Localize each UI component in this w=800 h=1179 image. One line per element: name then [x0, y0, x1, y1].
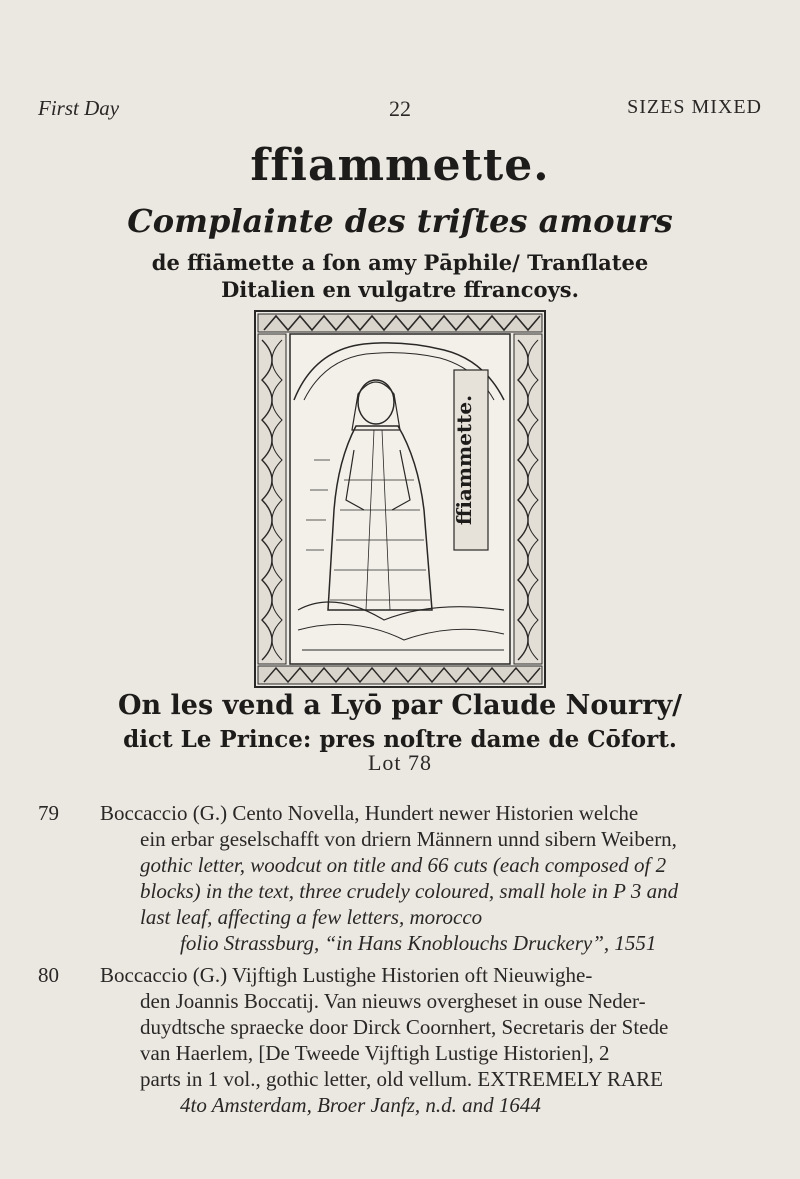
entry-line: den Joannis Boccatij. Van nieuws overgheset in ouse Neder- — [140, 989, 646, 1013]
entry-line: Boccaccio (G.) Cento Novella, Hundert newer Historien welche — [100, 801, 639, 825]
woodcut-caption: ffiammette. — [452, 394, 476, 526]
entry-number: 80 — [38, 963, 59, 987]
title-page-line-3: de ffiāmette a ſon amy Pāphile/ Tranſlatee — [151, 250, 649, 275]
title-page-imprint-2: dict Le Prince: pres noſtre dame de Cōfort. — [123, 726, 677, 753]
catalogue-entry — [38, 962, 778, 1118]
header-day: First Day — [38, 96, 120, 120]
title-page-line-4: Ditalien en vulgatre ffrancoys. — [221, 277, 579, 302]
catalogue-entry — [38, 800, 778, 956]
lot-caption: Lot 78 — [367, 750, 433, 775]
entry-line: folio Strassburg, “in Hans Knoblouchs Druckery”, 1551 — [180, 931, 657, 955]
title-page-line-2: Complainte des triſtes amours — [127, 202, 673, 240]
entry-line: 4to Amsterdam, Broer Janfz, n.d. and 1644 — [180, 1093, 541, 1117]
entry-line: parts in 1 vol., gothic letter, old vellum. EXTREMELY RARE — [140, 1067, 663, 1091]
entry-line: blocks) in the text, three crudely coloured, small hole in P 3 and — [140, 879, 679, 903]
woodcut-illustration — [254, 310, 546, 688]
title-page-imprint-1: On les vend a Lyō par Claude Nourry/ — [117, 690, 683, 721]
entry-line: van Haerlem, [De Tweede Vijftigh Lustige Historien], 2 — [140, 1041, 610, 1065]
entry-line: ein erbar geselschafft von driern Männern unnd sibern Weibern, — [140, 827, 677, 851]
entry-number: 79 — [38, 801, 59, 825]
entry-line: Boccaccio (G.) Vijftigh Lustighe Historien oft Nieuwighe- — [100, 963, 593, 987]
page-number: 22 — [389, 96, 411, 121]
title-page-heading: ffiammette. — [250, 140, 550, 191]
entry-line: gothic letter, woodcut on title and 66 cuts (each composed of 2 — [140, 853, 667, 877]
header-section: SIZES MIXED — [627, 96, 762, 118]
entry-line: duydtsche spraecke door Dirck Coornhert, Secretaris der Stede — [140, 1015, 669, 1039]
entry-line: last leaf, affecting a few letters, morocco — [140, 905, 483, 929]
